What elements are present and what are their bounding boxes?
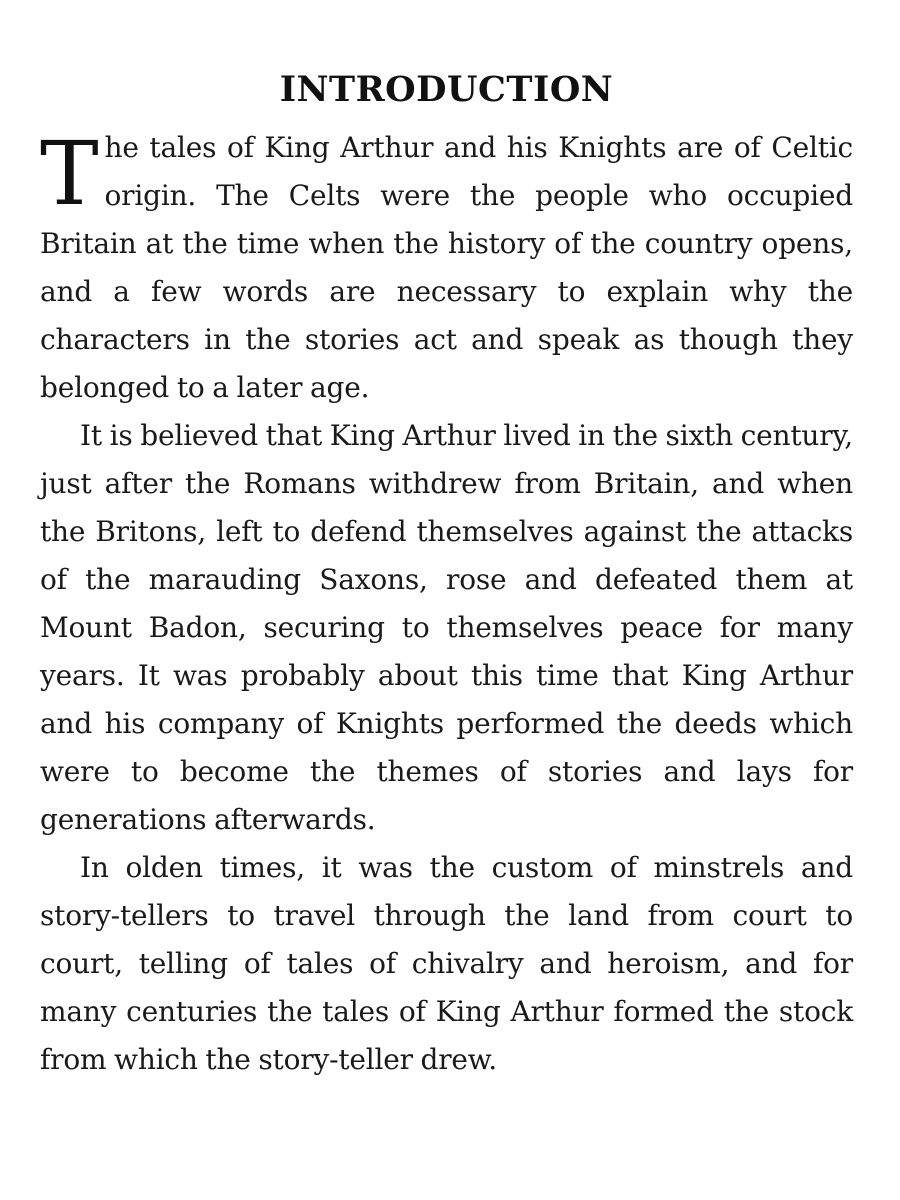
paragraph-1 xyxy=(40,124,853,412)
drop-cap: T xyxy=(40,122,99,225)
paragraph-1-text: he tales of King Arthur and his Knights are of Celtic origin. The Celts were the people who occupied Britain at the time when the history of the country opens, and a few words are necessary to explain why the characters in the stories act and speak as though they belonged to a later age. xyxy=(40,131,853,404)
paragraph-2: It is believed that King Arthur lived in the sixth century, just after the Romans withdrew from Britain, and when the Britons, left to defend themselves against the attacks of the marauding Saxons, rose and defeated them at Mount Badon, securing to themselves peace for many years. It was probably about this time that King Arthur and his company of Knights performed the deeds which were to become the themes of stories and lays for generations afterwards. xyxy=(40,419,853,836)
paragraph-3: In olden times, it was the custom of minstrels and story-tellers to travel through the land from court to court, telling of tales of chivalry and heroism, and for many centuries the tales of King Arthur formed the stock from which the story-teller drew. xyxy=(40,851,853,1076)
book-page xyxy=(40,66,853,1084)
chapter-title: INTRODUCTION xyxy=(279,69,614,110)
